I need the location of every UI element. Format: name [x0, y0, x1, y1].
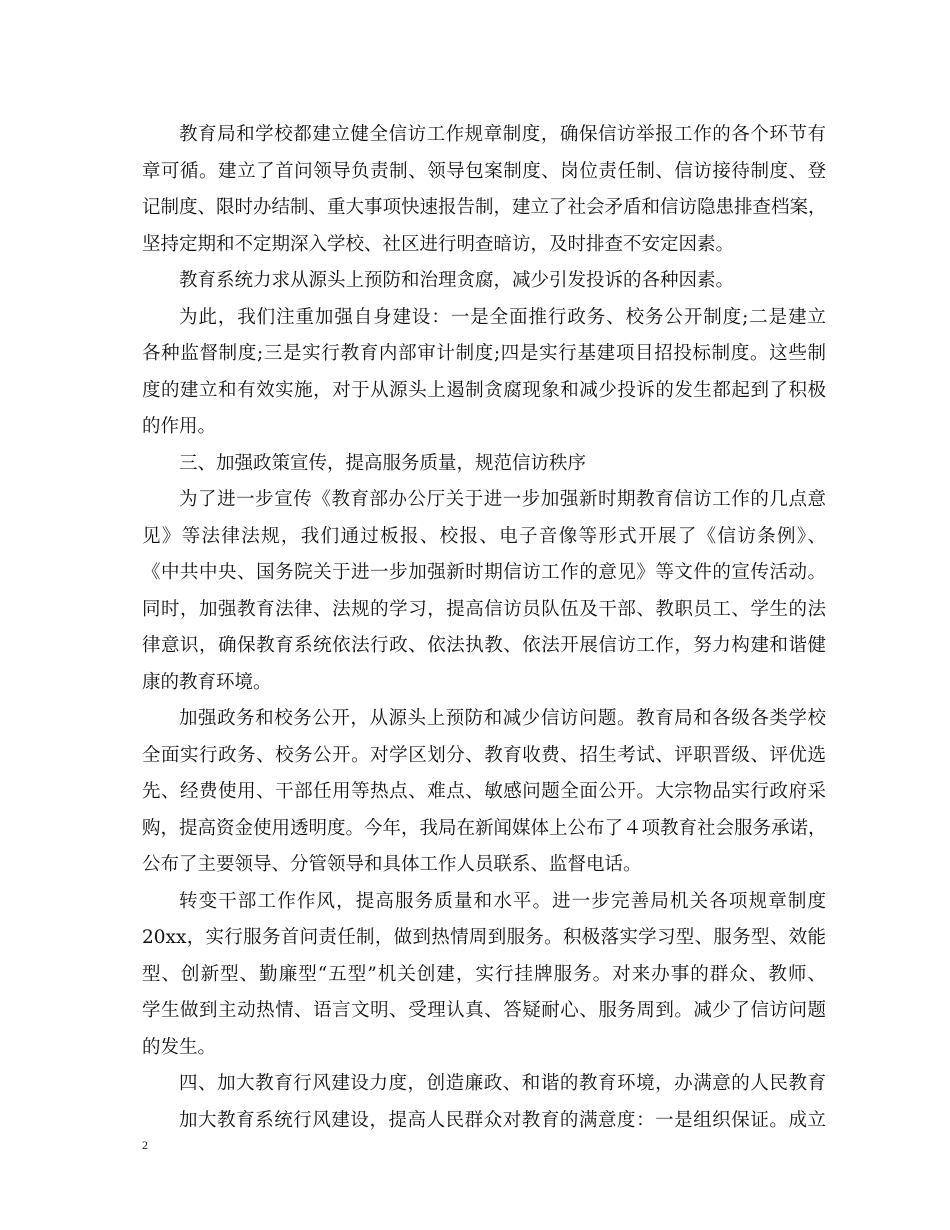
text-line: 型、创新型、勤廉型“五型”机关创建，实行挂牌服务。对来办事的群众、教师、 — [142, 963, 826, 985]
document-body — [142, 117, 826, 1139]
text-line: 见》等法律法规，我们通过板报、校报、电子音像等形式开展了《信访条例》、 — [142, 525, 826, 547]
text-line: 加强政务和校务公开，从源头上预防和减少信访问题。教育局和各级各类学校 — [179, 708, 826, 729]
text-line: 各种监督制度;三是实行教育内部审计制度;四是实行基建项目招投标制度。这些制 — [142, 343, 826, 364]
text-line: 记制度、限时办结制、重大事项快速报告制，建立了社会矛盾和信访隐患排查档案， — [142, 197, 827, 218]
text-line: 四、加大教育行风建设力度，创造廉政、和谐的教育环境，办满意的人民教育 — [179, 1073, 826, 1094]
text-line: 全面实行政务、校务公开。对学区划分、教育收费、招生考试、评职晋级、评优选 — [142, 744, 826, 766]
text-line: 为此，我们注重加强自身建设：一是全面推行政务、校务公开制度;二是建立 — [179, 306, 826, 328]
text-line: 教育系统力求从源头上预防和治理贪腐，减少引发投诉的各种因素。 — [179, 270, 735, 291]
text-line: 三、加强政策宣传，提高服务质量，规范信访秩序 — [179, 452, 587, 474]
text-line: 章可循。建立了首问领导负责制、领导包案制度、岗位责任制、信访接待制度、登 — [142, 160, 826, 182]
text-line: 《中共中央、国务院关于进一步加强新时期信访工作的意见》等文件的宣传活动。 — [142, 562, 826, 583]
text-line: 公布了主要领导、分管领导和具体工作人员联系、监督电话。 — [142, 854, 642, 875]
text-line: 加大教育系统行风建设，提高人民群众对教育的满意度：一是组织保证。成立 — [179, 1109, 826, 1131]
text-line: 同时，加强教育法律、法规的学习，提高信访员队伍及干部、教职员工、学生的法 — [142, 598, 826, 620]
text-line: 的发生。 — [142, 1036, 217, 1058]
text-line: 20xx，实行服务首问责任制，做到热情周到服务。积极落实学习型、服务型、效能 — [142, 927, 826, 948]
text-line: 转变干部工作作风，提高服务质量和水平。进一步完善局机关各项规章制度 — [179, 890, 826, 912]
text-line: 为了进一步宣传《教育部办公厅关于进一步加强新时期教育信访工作的几点意 — [179, 489, 826, 510]
text-line: 坚持定期和不定期深入学校、社区进行明查暗访，及时排查不安定因素。 — [142, 233, 735, 255]
text-line: 度的建立和有效实施，对于从源头上遏制贪腐现象和减少投诉的发生都起到了积极 — [142, 379, 826, 401]
text-line: 购，提高资金使用透明度。今年，我局在新闻媒体上公布了４项教育社会服务承诺， — [142, 817, 827, 839]
text-line: 康的教育环境。 — [142, 671, 272, 693]
page-number: 2 — [142, 1138, 148, 1152]
text-line: 教育局和学校都建立健全信访工作规章制度，确保信访举报工作的各个环节有 — [179, 124, 826, 145]
text-line: 学生做到主动热情、语言文明、受理认真、答疑耐心、服务周到。减少了信访问题 — [142, 1000, 826, 1021]
text-line: 先、经费使用、干部任用等热点、难点、敏感问题全面公开。大宗物品实行政府采 — [142, 781, 826, 802]
text-line: 的作用。 — [142, 416, 217, 437]
text-line: 律意识，确保教育系统依法行政、依法执教、依法开展信访工作，努力构建和谐健 — [142, 635, 826, 656]
